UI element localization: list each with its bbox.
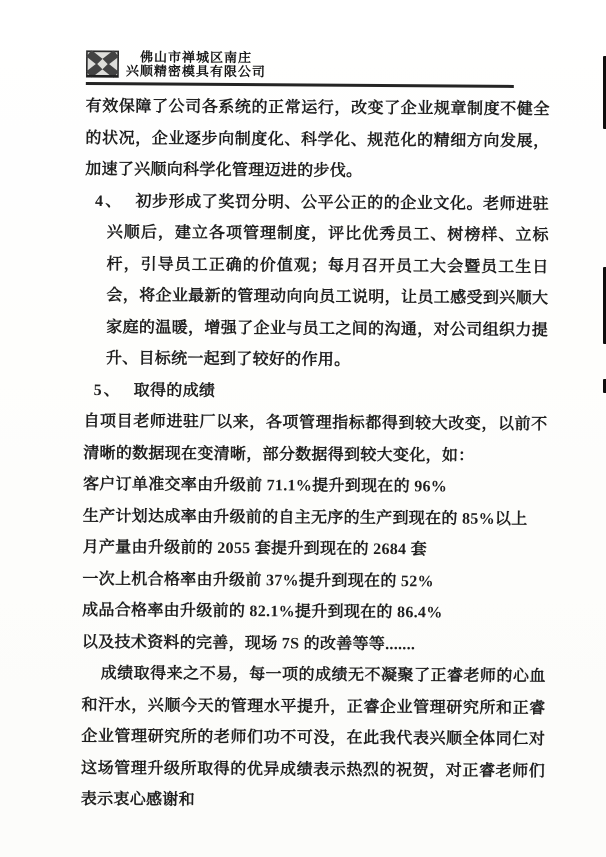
- document-body: [81, 91, 550, 819]
- list-item-4: [84, 185, 549, 377]
- list-item-5: [84, 374, 548, 409]
- stat-first-pass-rate: 一次上机合格率由升级前 37%提升到现在的 52%: [82, 570, 434, 590]
- stat-monthly-output: 月产量由升级前的 2055 套提升到现在的 2684 套: [82, 538, 428, 559]
- item-4-text: 初步形成了奖罚分明、公平公正的的企业文化。老师进驻兴顺后，建立各项管理制度，评比优秀员工、树榜样、立标杆，引导员工正确的价值观；每月召开员工大会暨员工生日会，将企业最新的管理动向向员工说明，让员工感受到兴顺大家庭的温暖，增强了企业与员工之间的沟通，对公司组织力提升、目标统一起到了较好的作用。: [105, 192, 550, 369]
- company-name: [126, 50, 266, 79]
- item-5-title: 取得的成绩: [133, 381, 216, 400]
- stat-7s-improvement: 以及技术资料的完善，现场 7S 的改善等等.......: [81, 633, 416, 653]
- company-logo-icon: [86, 50, 119, 78]
- stat-order-delivery-rate: 客户订单准交率由升级前 71.1%提升到现在的 96%: [82, 475, 448, 496]
- paragraph-system-operation: 有效保障了公司各系统的正常运行，改变了企业规章制度不健全的状况，企业逐步向制度化、科学化、规范化的精细方向发展，加速了兴顺向科学化管理迈进的步伐。: [85, 97, 550, 180]
- letterhead-divider: [86, 82, 514, 87]
- company-name-line1: 佛山市禅城区南庄: [139, 49, 253, 66]
- letterhead: [86, 50, 266, 79]
- item-5-number: 5、: [93, 381, 122, 399]
- company-name-line2: 兴顺精密模具有限公司: [125, 63, 266, 80]
- stat-plan-achievement-rate: 生产计划达成率由升级前的自主无序的生产到现在的 85%以上: [82, 507, 528, 528]
- paragraph-results-intro: 自项目老师进驻厂以来，各项管理指标都得到较大改变，以前不清晰的数据现在变清晰，部分数据得到较大变化，如：: [83, 412, 548, 465]
- stat-finished-goods-rate: 成品合格率由升级前的 82.1%提升到现在的 86.4%: [82, 601, 443, 622]
- item-4-number: 4、: [94, 192, 124, 210]
- paragraph-closing: 成绩取得来之不易，每一项的成绩无不凝聚了正睿老师的心血和汗水，兴顺今天的管理水平提升，正睿企业管理研究所和正睿企业管理研究所的老师们功不可没，在此我代表兴顺全体同仁对这场管理升级所取得的优异成绩表示热烈的祝贺，对正睿老师们表示衷心感谢和: [80, 665, 546, 809]
- statistics-list: [82, 469, 547, 661]
